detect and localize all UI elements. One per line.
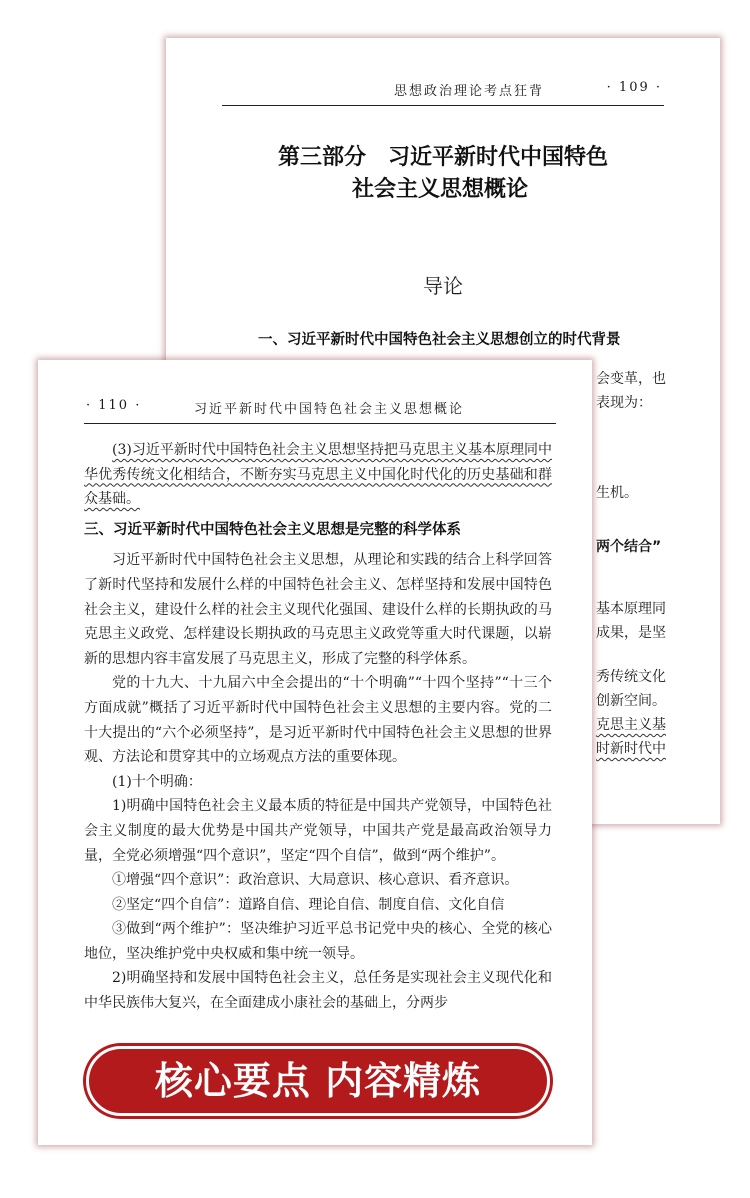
page-body xyxy=(84,438,552,1016)
paragraph: 1)明确中国特色社会主义最本质的特征是中国共产党领导，中国特色社会主义制度的最大优势是中国共产党领导，中国共产党是最高政治领导力量，全党必须增强“四个意识”，坚定“四个自信”，做到“两个维护”。 xyxy=(84,798,552,864)
text-fragment: 时新时代中 xyxy=(596,741,666,757)
text-fragment: 基本原理同 xyxy=(596,601,666,617)
paragraph: ③做到“两个维护”：坚决维护习近平总书记党中央的核心、全党的核心地位，坚决维护党中央权威和集中统一领导。 xyxy=(84,921,552,962)
header-rule xyxy=(84,423,556,424)
running-header-title: 习近平新时代中国特色社会主义思想概论 xyxy=(194,402,465,417)
text-fragment: 秀传统文化 xyxy=(596,669,666,685)
running-header xyxy=(84,396,556,424)
part-title-line-1: 第三部分 习近平新时代中国特色 xyxy=(278,145,609,170)
page-number: · 109 · xyxy=(606,80,662,95)
text-fragment: 成果，是坚 xyxy=(596,625,666,641)
running-header-title: 思想政治理论考点狂背 xyxy=(393,84,544,99)
paragraph: 2)明确坚持和发展中国特色社会主义，总任务是实现社会主义现代化和中华民族伟大复兴，在全面建成小康社会的基础上，分两步 xyxy=(84,970,552,1012)
text-fragment: 创新空间。 xyxy=(596,693,666,709)
paragraph: 党的十九大、十九届六中全会提出的“十个明确”“十四个坚持”“十三个方面成就”概括了习近平新时代中国特色社会主义思想的主要内容。党的二十大提出的“六个必须坚持”，是习近平新时代中国特色社会主义思想的世界观、方法论和贯穿其中的立场观点方法的重要体现。 xyxy=(84,675,552,766)
intro-heading: 导论 xyxy=(423,274,463,298)
text-fragment: 会变革，也 xyxy=(596,371,666,387)
text-fragment: 生机。 xyxy=(596,485,638,501)
section-heading: 三、习近平新时代中国特色社会主义思想是完整的科学体系 xyxy=(84,521,461,538)
running-header xyxy=(222,78,664,106)
section-heading: 一、习近平新时代中国特色社会主义思想创立的时代背景 xyxy=(258,332,621,348)
front-page xyxy=(38,360,592,1145)
text-fragment: 两个结合” xyxy=(596,539,662,555)
page-number: · 110 · xyxy=(86,398,142,413)
part-title-line-2: 社会主义思想概论 xyxy=(352,177,529,202)
paragraph: (1)十个明确： xyxy=(112,773,202,790)
promo-banner: 核心要点 内容精炼 xyxy=(86,1046,550,1116)
text-fragment: 表现为： xyxy=(596,395,652,411)
intro-paragraph: (3)习近平新时代中国特色社会主义思想坚持把马克思主义基本原理同中华优秀传统文化相结合，不断夯实马克思主义中国化时代化的历史基础和群众基础。 xyxy=(84,442,552,508)
text-fragment: 克思主义基 xyxy=(596,717,666,733)
paragraph: 习近平新时代中国特色社会主义思想，从理论和实践的结合上科学回答了新时代坚持和发展什么样的中国特色社会主义、怎样坚持和发展中国特色社会主义，建设什么样的社会主义现代化强国、建设什么样的长期执政的马克思主义政党、怎样建设长期执政的马克思主义政党等重大时代课题，以崭新的思想内容丰富发展了马克思主义，形成了完整的科学体系。 xyxy=(84,552,552,667)
paragraph: ②坚定“四个自信”：道路自信、理论自信、制度自信、文化自信 xyxy=(112,896,505,913)
header-rule xyxy=(222,105,664,106)
paragraph: ①增强“四个意识”：政治意识、大局意识、核心意识、看齐意识。 xyxy=(112,872,519,889)
